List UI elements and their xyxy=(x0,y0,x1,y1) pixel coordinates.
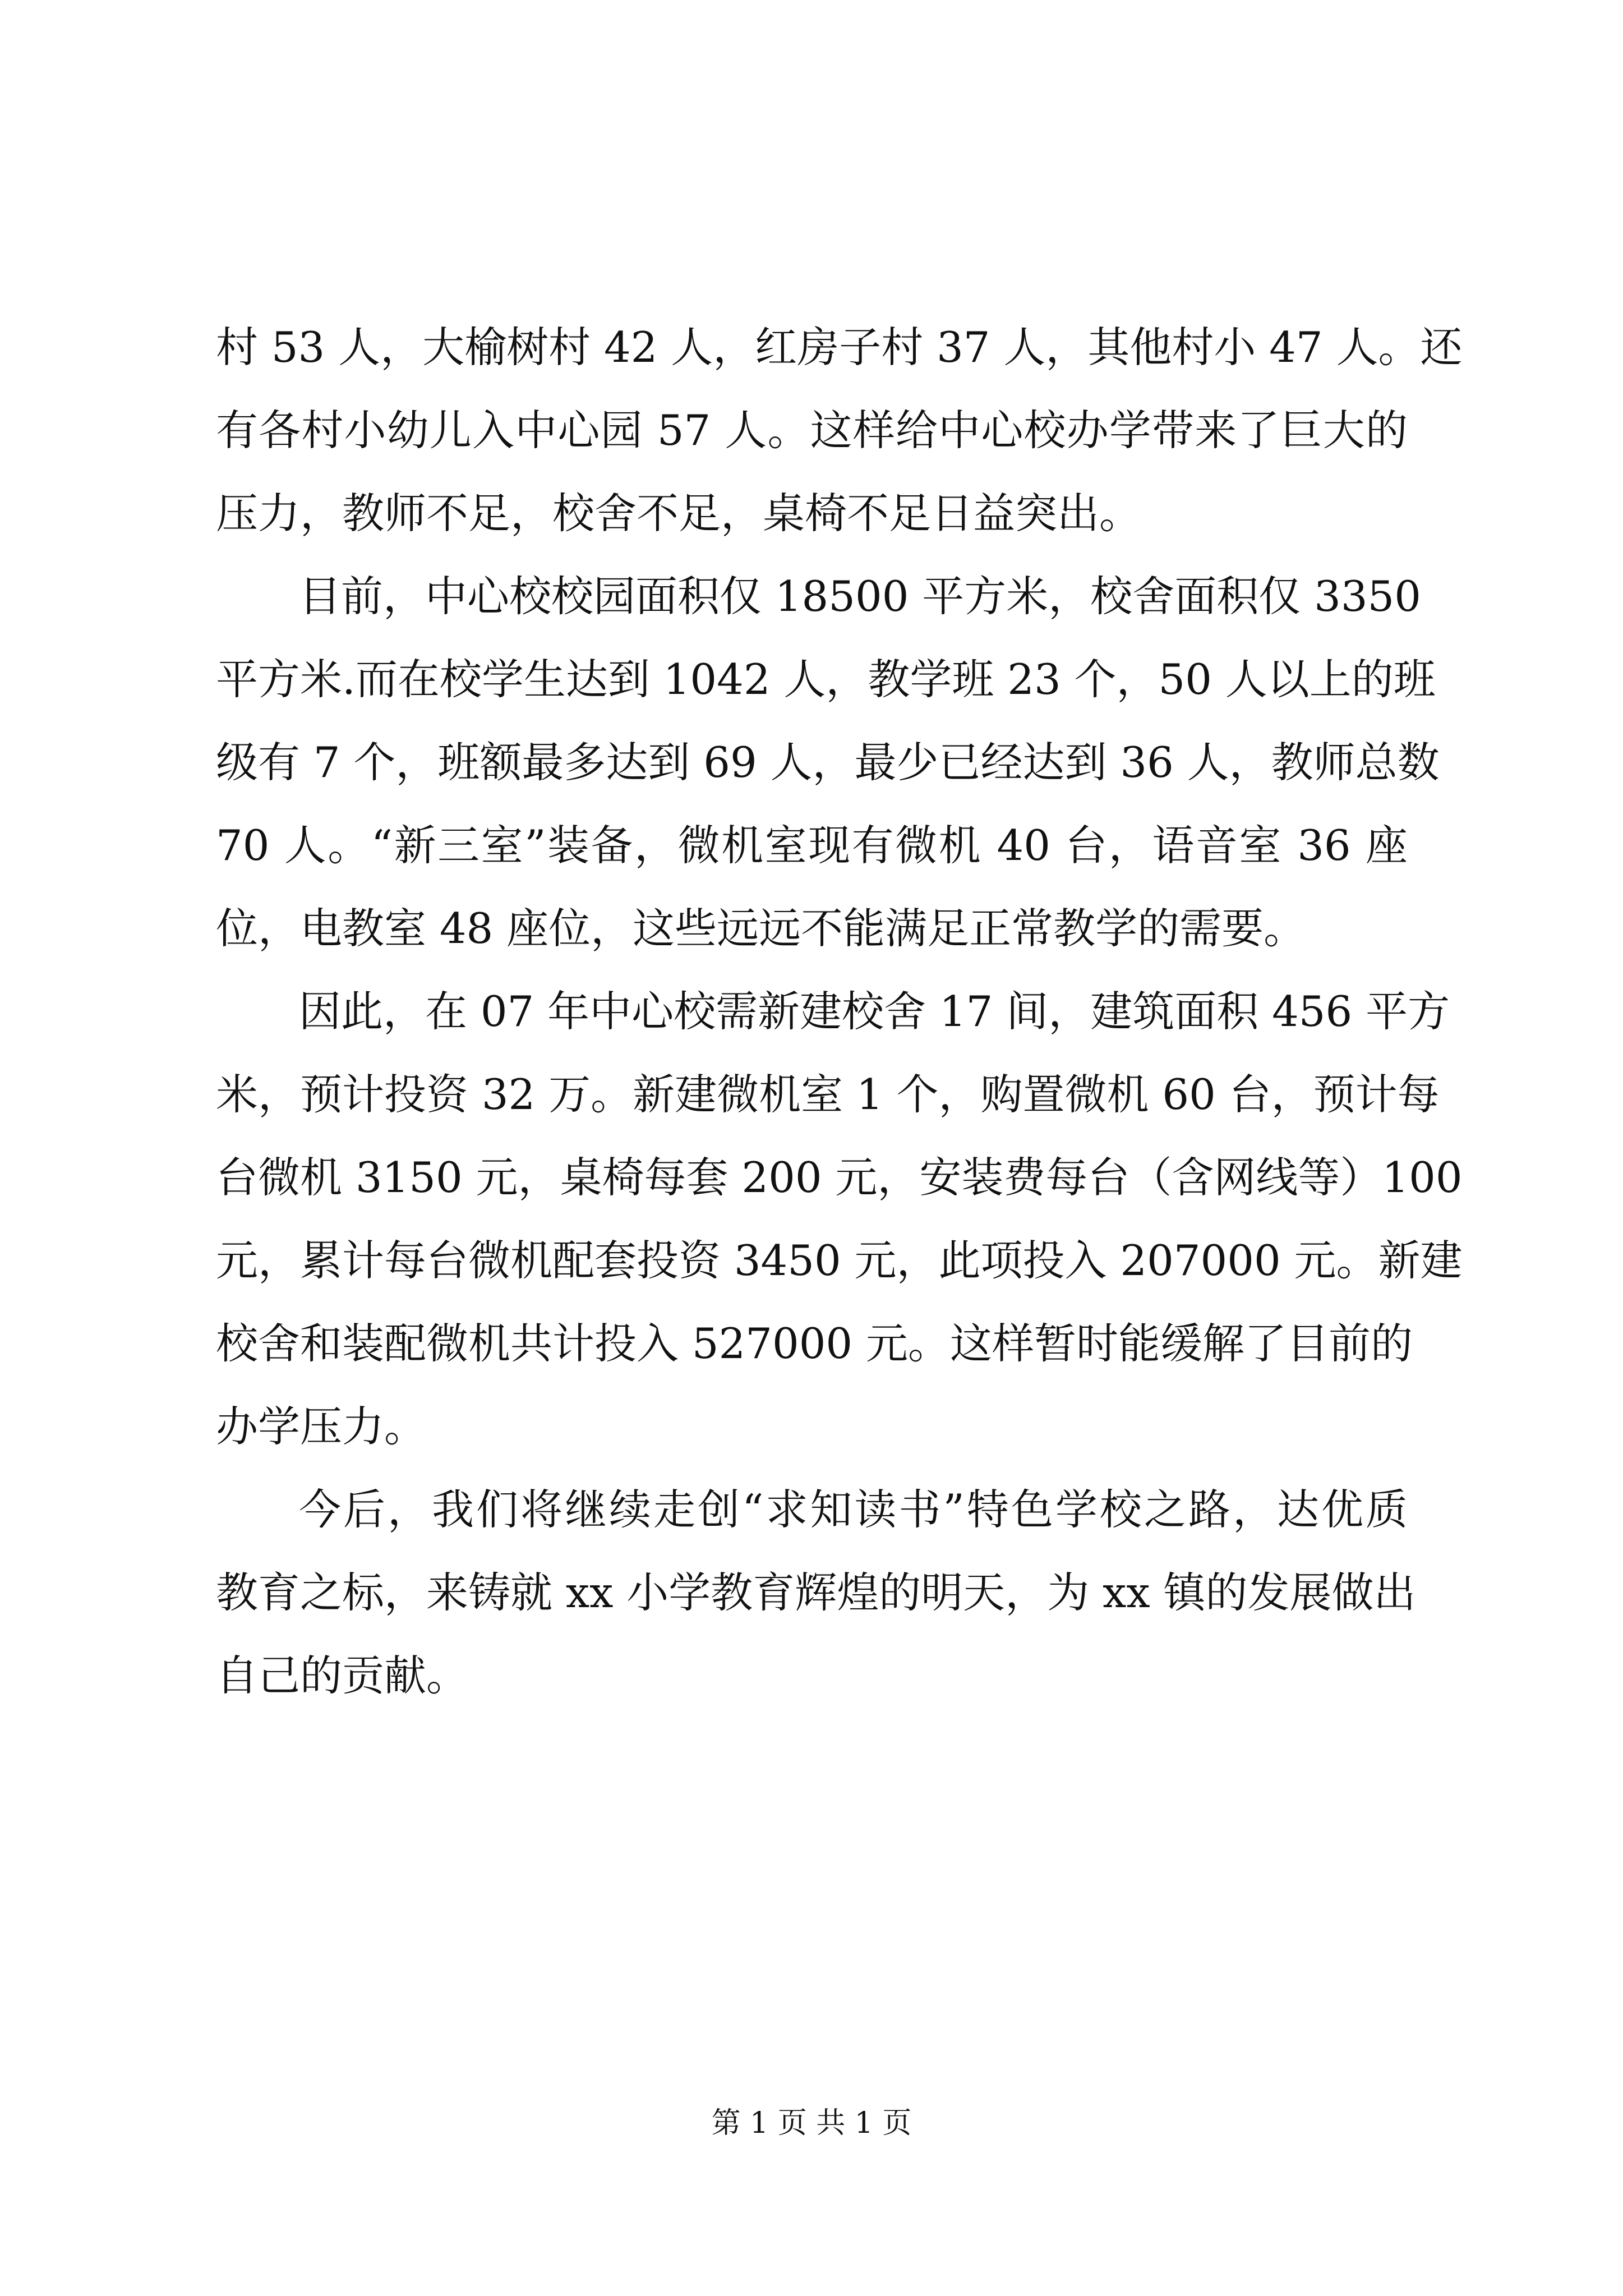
paragraph-2-line-4: 70 人。“新三室”装备，微机室现有微机 40 台，语音室 36 座 xyxy=(216,821,1408,870)
paragraph-3-line-1: 因此，在 07 年中心校需新建校舍 17 间，建筑面积 456 平方 xyxy=(299,987,1450,1036)
paragraph-3-line-4: 元，累计每台微机配套投资 3450 元，此项投入 207000 元。新建 xyxy=(216,1236,1463,1285)
paragraph-2-line-5: 位，电教室 48 座位，这些远远不能满足正常教学的需要。 xyxy=(216,904,1306,953)
document-body xyxy=(216,306,1463,1717)
paragraph-3-line-2: 米，预计投资 32 万。新建微机室 1 个，购置微机 60 台，预计每 xyxy=(216,1070,1440,1119)
paragraph-2-line-2: 平方米.而在校学生达到 1042 人，教学班 23 个，50 人以上的班 xyxy=(216,655,1436,704)
paragraph-4 xyxy=(216,1468,1416,1717)
page-footer xyxy=(0,2104,1623,2143)
paragraph-2-line-1: 目前，中心校校园面积仅 18500 平方米，校舍面积仅 3350 xyxy=(299,572,1421,621)
paragraph-3-line-5: 校舍和装配微机共计投入 527000 元。这样暂时能缓解了目前的 xyxy=(216,1319,1413,1368)
paragraph-2-line-3: 级有 7 个，班额最多达到 69 人，最少已经达到 36 人，教师总数 xyxy=(216,738,1440,787)
paragraph-3 xyxy=(216,970,1463,1468)
paragraph-1-line-3: 压力，教师不足，校舍不足，桌椅不足日益突出。 xyxy=(216,489,1142,538)
paragraph-3-line-6: 办学压力。 xyxy=(216,1402,427,1451)
paragraph-3-line-3: 台微机 3150 元，桌椅每套 200 元，安装费每台（含网线等）100 xyxy=(216,1153,1463,1202)
paragraph-2 xyxy=(216,555,1440,970)
paragraph-4-line-1: 今后，我们将继续走创“求知读书”特色学校之路，达优质 xyxy=(299,1485,1408,1534)
paragraph-4-line-3: 自己的贡献。 xyxy=(216,1651,469,1700)
paragraph-1-line-2: 有各村小幼儿入中心园 57 人。这样给中心校办学带来了巨大的 xyxy=(216,406,1408,455)
page-number-label: 第 1 页 共 1 页 xyxy=(711,2106,912,2140)
paragraph-1 xyxy=(216,306,1463,555)
paragraph-4-line-2: 教育之标，来铸就 xx 小学教育辉煌的明天，为 xx 镇的发展做出 xyxy=(216,1568,1416,1617)
paragraph-1-line-1: 村 53 人，大榆树村 42 人，红房子村 37 人，其他村小 47 人。还 xyxy=(216,323,1463,372)
